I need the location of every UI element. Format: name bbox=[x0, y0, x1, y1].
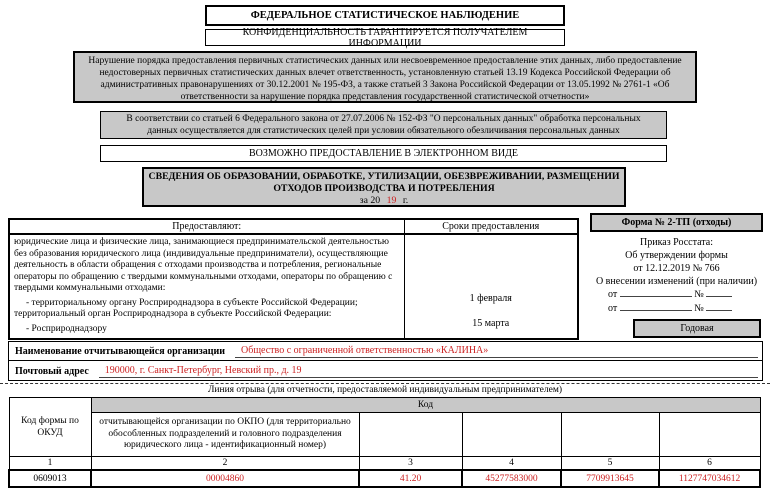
confidentiality-box bbox=[205, 26, 565, 49]
form-number-box bbox=[590, 213, 763, 232]
providers-bullet-territorial: - территориальному органу Росприроднадзора в субъекте Российской Федерации; bbox=[26, 297, 358, 308]
code-col6-header bbox=[659, 413, 760, 457]
federal-observation-box bbox=[205, 5, 565, 26]
col-number-3: 3 bbox=[359, 457, 462, 471]
deadlines-cell bbox=[404, 234, 578, 339]
col-number-4: 4 bbox=[462, 457, 561, 471]
confidentiality-label: КОНФИДЕНЦИАЛЬНОСТЬ ГАРАНТИРУЕТСЯ ПОЛУЧАТЕЛЕМ ИНФОРМАЦИИ bbox=[242, 26, 528, 49]
providers-list-cell bbox=[9, 234, 404, 339]
org-address-row bbox=[9, 361, 762, 380]
col-number-6: 6 bbox=[659, 457, 760, 471]
col-number-1: 1 bbox=[9, 457, 91, 471]
code-col5-header bbox=[561, 413, 659, 457]
tear-line-caption bbox=[0, 385, 770, 395]
providers-territorial-organ: территориальный орган Росприроднадзора в субъекте Российской Федерации: bbox=[14, 309, 332, 320]
amendments-label: О внесении изменений (при наличии) bbox=[595, 276, 758, 287]
code-col4-header bbox=[462, 413, 561, 457]
org-address-label: Почтовый адрес bbox=[15, 366, 89, 377]
amendment1-number-blank[interactable] bbox=[706, 288, 732, 297]
col-number-2: 2 bbox=[91, 457, 359, 471]
deadline-february: 1 февраля bbox=[469, 292, 512, 304]
order-line1: Приказ Росстата: bbox=[640, 237, 713, 248]
amendment-row-1 bbox=[590, 288, 763, 302]
okud-code-value[interactable]: 0609013 bbox=[9, 470, 91, 487]
year-prefix: за 20 bbox=[359, 195, 381, 207]
ogrn-code-field[interactable]: 1127747034612 bbox=[659, 470, 760, 487]
org-name-label: Наименование отчитывающейся организации bbox=[15, 346, 226, 357]
order-info bbox=[590, 236, 763, 288]
violation-notice-text: Нарушение порядка предоставления первичных статистических данных или несвоевременное предоставление этих данных, либо предоставление недостоверных первичных статистических данных влечет ответственность, установленную статьей 13.19 Кодекса Российской Федерации об административных правонарушениях от 30.12.2001 № 195-ФЗ, а также статьей 3 Закона Российской Федерации от 13.05.1992 № 2761-1 «Об ответственности за нарушение порядка представления государственной статистической отчетности» bbox=[88, 56, 682, 103]
federal-observation-label: ФЕДЕРАЛЬНОЕ СТАТИСТИЧЕСКОЕ НАБЛЮДЕНИЕ bbox=[250, 10, 520, 21]
periodicity-box bbox=[633, 319, 761, 338]
violation-notice-box bbox=[73, 51, 697, 103]
okpo-header-cell: отчитывающейся организации по ОКПО (для территориально обособленных подразделений и головного подразделения юридического лица - идентификационный номер) bbox=[91, 413, 359, 457]
order-line2: Об утверждении формы bbox=[625, 250, 728, 261]
order-line3: от 12.12.2019 № 766 bbox=[633, 263, 720, 274]
electronic-submission-box bbox=[100, 145, 667, 162]
codes-table bbox=[8, 397, 761, 488]
form-title-box bbox=[142, 167, 626, 207]
amendment2-num-label: № bbox=[694, 302, 704, 314]
org-name-field[interactable]: Общество с ограниченной ответственностью «КАЛИНА» bbox=[235, 345, 758, 358]
providers-intro: юридические лица и физические лица, занимающиеся предпринимательской деятельностью без образования юридического лица (индивидуальные предприниматели), осуществляющие деятельность в области обращения с отходами производства и потребления, региональные операторы по обращению с твердыми коммунальными отходами, операторы по обращению с твердыми коммунальными отходами: bbox=[14, 237, 393, 294]
providers-table bbox=[8, 218, 579, 340]
year-value-field[interactable]: 19 bbox=[383, 195, 401, 207]
tear-line bbox=[0, 383, 770, 384]
amendment1-num-label: № bbox=[694, 289, 704, 300]
col-number-5: 5 bbox=[561, 457, 659, 471]
amendment1-date-blank[interactable] bbox=[620, 288, 692, 297]
personal-data-notice-box bbox=[100, 111, 667, 139]
amendment2-number-blank[interactable] bbox=[706, 302, 732, 311]
codes-section bbox=[8, 397, 761, 488]
okpo-code-field[interactable]: 00004860 bbox=[91, 470, 359, 487]
deadline-march: 15 марта bbox=[472, 317, 510, 329]
amendment-row-2 bbox=[590, 302, 763, 316]
providers-section bbox=[8, 218, 579, 340]
form-number-label: Форма № 2-ТП (отходы) bbox=[621, 217, 732, 228]
providers-bullet-rosprirodnadzor: - Росприроднадзору bbox=[26, 324, 107, 335]
amendment2-ot-label: от bbox=[608, 302, 618, 314]
form-title-line2: ОТХОДОВ ПРОИЗВОДСТВА И ПОТРЕБЛЕНИЯ bbox=[273, 183, 495, 195]
electronic-submission-label: ВОЗМОЖНО ПРЕДОСТАВЛЕНИЕ В ЭЛЕКТРОННОМ ВИДЕ bbox=[248, 148, 519, 159]
amendment1-ot-label: от bbox=[608, 289, 618, 300]
form-title-line1: СВЕДЕНИЯ ОБ ОБРАЗОВАНИИ, ОБРАБОТКЕ, УТИЛИЗАЦИИ, ОБЕЗВРЕЖИВАНИИ, РАЗМЕЩЕНИИ bbox=[148, 171, 620, 182]
form-info-panel bbox=[590, 213, 763, 338]
org-name-row bbox=[9, 342, 762, 361]
deadlines-column-header: Сроки предоставления bbox=[404, 219, 578, 234]
code-col3-header bbox=[359, 413, 462, 457]
oktmo-code-field[interactable]: 45277583000 bbox=[462, 470, 561, 487]
inn-code-field[interactable]: 7709913645 bbox=[561, 470, 659, 487]
providers-column-header: Предоставляют: bbox=[9, 219, 404, 234]
org-address-field[interactable]: 190000, г. Санкт-Петербург, Невский пр., д. 19 bbox=[99, 365, 758, 378]
organization-block bbox=[8, 341, 763, 381]
tear-line-label: Линия отрыва (для отчетности, предоставляемой индивидуальным предпринимателем) bbox=[207, 385, 563, 395]
okved-code-field[interactable]: 41.20 bbox=[359, 470, 462, 487]
form-year-line bbox=[144, 195, 624, 207]
periodicity-label: Годовая bbox=[680, 323, 714, 334]
year-suffix: г. bbox=[402, 195, 409, 207]
okud-header-cell: Код формы по ОКУД bbox=[9, 398, 91, 457]
amendment2-date-blank[interactable] bbox=[620, 302, 692, 311]
code-group-header: Код bbox=[91, 398, 760, 413]
personal-data-notice-text: В соответствии со статьей 6 Федерального закона от 27.07.2006 № 152-ФЗ "О персональных данных" обработка персональных данных осуществляется для статистических целей при условии обязательного обезличивания персональных данных bbox=[126, 114, 641, 137]
